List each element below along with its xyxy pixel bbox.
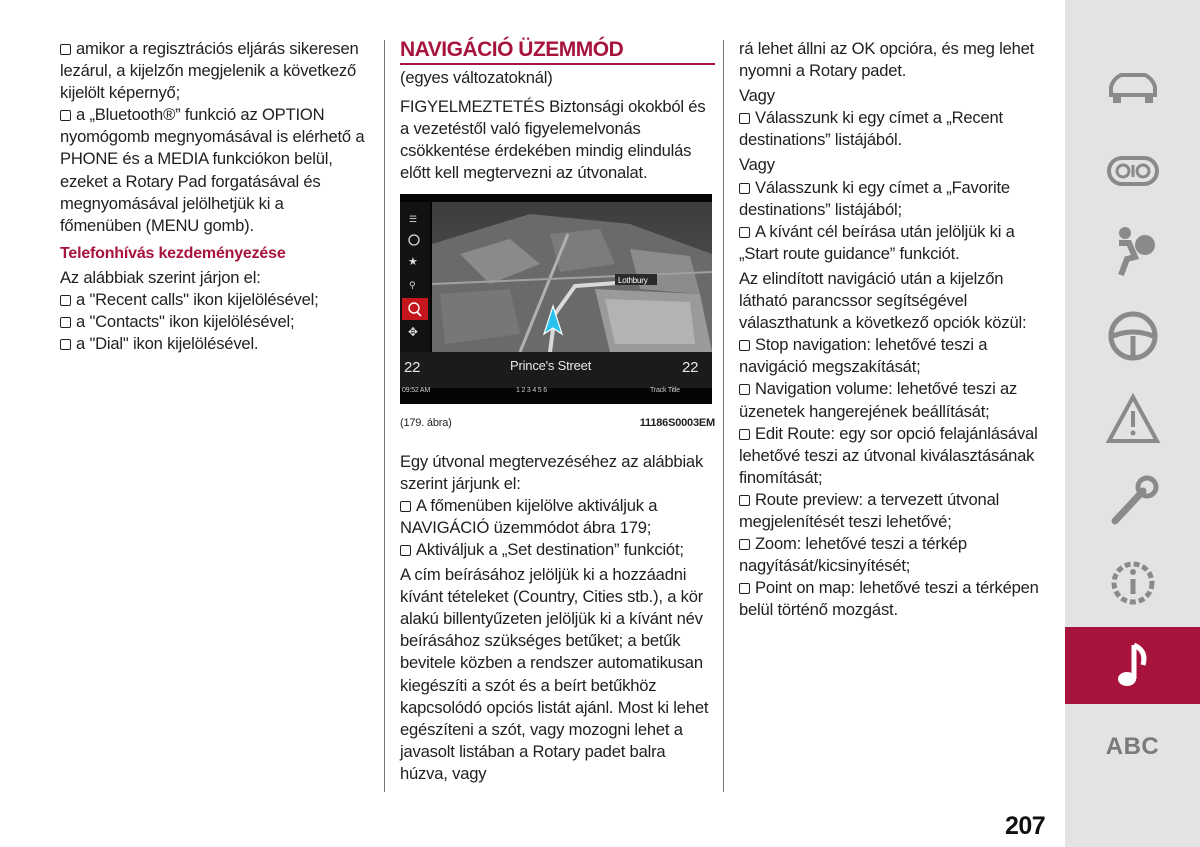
speed-left: 22 xyxy=(404,359,421,377)
or-label: Vagy xyxy=(739,86,775,106)
car-icon[interactable] xyxy=(1065,56,1200,118)
menu-icon: ☰ xyxy=(409,214,417,225)
list-item: A kívánt cél beírása után jelöljük ki a „Start route guidance” funkciót. xyxy=(739,221,1015,263)
intro-text: Az alábbiak szerint járjon el: xyxy=(60,267,261,287)
section-subtitle: (egyes változatoknál) xyxy=(400,68,553,87)
list-item: a "Recent calls" ikon kijelölésével; xyxy=(60,289,365,311)
list-item: a "Dial" ikon kijelölésével. xyxy=(60,333,365,355)
list-item: Navigation volume: lehetővé teszi az üzenetek hangerejének beállítását; xyxy=(739,379,1018,421)
figure-caption-row xyxy=(400,412,715,434)
checkbox-bullet-icon xyxy=(739,539,750,550)
or-label: Vagy xyxy=(739,155,775,175)
speed-right: 22 xyxy=(682,359,699,377)
steering-wheel-icon[interactable] xyxy=(1065,305,1200,367)
figure-code: 11186S0003EM xyxy=(639,417,715,430)
continued-text: rá lehet állni az OK opcióra, és meg lehet nyomni a Rotary padet. xyxy=(739,39,1035,81)
list-item: Zoom: lehetővé teszi a térkép nagyítását/kicsinyítését; xyxy=(739,534,967,576)
star-icon: ★ xyxy=(408,255,418,269)
checkbox-bullet-icon xyxy=(60,110,71,121)
checkbox-bullet-icon xyxy=(400,501,411,512)
chapter-sidebar xyxy=(1065,0,1200,847)
warning-text: FIGYELMEZTETÉS Biztonsági okokból és a vezetéstől való figyelemelvonás csökkentése érdekében mindig elindulás előtt kell megtervezni az útvonalat. xyxy=(400,97,706,183)
list-item: Válasszunk ki egy címet a „Favorite destinations” listájából; xyxy=(739,177,1010,219)
track-numbers: 1 2 3 4 5 6 xyxy=(516,387,547,395)
figure-caption: (179. ábra) xyxy=(400,417,452,430)
warning-triangle-icon[interactable] xyxy=(1065,388,1200,450)
checkbox-bullet-icon xyxy=(60,317,71,328)
checkbox-bullet-icon xyxy=(400,545,411,556)
list-item: Válasszunk ki egy címet a „Recent destinations” listájából. xyxy=(739,108,1003,150)
list-item: amikor a regisztrációs eljárás sikeresen lezárul, a kijelzőn megjelenik a következő kijelölt képernyő; xyxy=(60,39,359,103)
zoom-icon-highlight xyxy=(402,298,428,320)
list-item: Stop navigation: lehetővé teszi a navigáció megszakítását; xyxy=(739,335,988,377)
column-divider xyxy=(723,40,724,792)
checkbox-bullet-icon xyxy=(739,227,750,238)
column-3 xyxy=(739,38,1044,621)
airbag-icon[interactable] xyxy=(1065,220,1200,282)
section-title: NAVIGÁCIÓ ÜZEMMÓD xyxy=(400,38,715,65)
street-name: Prince's Street xyxy=(510,358,592,374)
checkbox-bullet-icon xyxy=(739,384,750,395)
move-icon: ✥ xyxy=(408,325,418,340)
navigation-map-image xyxy=(400,194,712,404)
checkbox-bullet-icon xyxy=(739,495,750,506)
list-item: Route preview: a tervezett útvonal megjelenítését teszi lehetővé; xyxy=(739,489,1000,531)
track-title: Track Title xyxy=(650,387,680,395)
column-2 xyxy=(400,38,715,785)
checkbox-bullet-icon xyxy=(739,429,750,440)
list-item: Aktiváljuk a „Set destination” funkciót; xyxy=(400,539,715,561)
info-gear-icon[interactable] xyxy=(1065,552,1200,614)
list-item: A főmenüben kijelölve aktiváljuk a NAVIGÁCIÓ üzemmódot ábra 179; xyxy=(400,495,658,537)
column-1 xyxy=(60,38,365,355)
body-paragraph: A cím beírásához jelöljük ki a hozzáadni kívánt tételeket (Country, Cities stb.), a kör alakú billentyűzeten jelöljük ki a kívánt név beírásához szükséges betűket; a betűk bevitele közben a rendszer automatikusan kiegészíti a szót és a beírt betűkhöz kapcsolódó opciós listát ajánl. Most ki lehet egészíteni a szót, vagy mozogni lehet a javasolt listában a Rotary padet balra húzva, vagy xyxy=(400,565,709,783)
active-chapter-tab[interactable] xyxy=(1065,627,1200,704)
checkbox-bullet-icon xyxy=(739,340,750,351)
map-place-label: Lothbury xyxy=(618,276,648,286)
steps-intro: Egy útvonal megtervezéséhez az alábbiak szerint járjunk el: xyxy=(400,451,704,493)
checkbox-bullet-icon xyxy=(60,44,71,55)
list-item: a „Bluetooth®” funkció az OPTION nyomógomb megnyomásával is elérhető a PHONE és a MEDIA funkciókon belül, ezeket a Rotary Pad forgatásával és megnyomásával jelölhetjük ki a főmenüben (MENU gomb). xyxy=(60,105,365,235)
navigation-screen-figure xyxy=(400,194,712,404)
dashboard-icon[interactable] xyxy=(1065,141,1200,203)
checkbox-bullet-icon xyxy=(739,183,750,194)
music-note-icon xyxy=(1065,634,1200,696)
checkbox-bullet-icon xyxy=(739,583,750,594)
abc-index-label[interactable]: ABC xyxy=(1105,733,1160,760)
page-number: 207 xyxy=(1005,812,1046,840)
poi-icon: ⚲ xyxy=(409,281,416,292)
list-item: Point on map: lehetővé teszi a térképen belül történő mozgást. xyxy=(739,578,1039,620)
list-item: Edit Route: egy sor opció felajánlásával lehetővé teszi az útvonal kiválasztásának finomítását; xyxy=(739,423,1038,487)
list-item: a "Contacts" ikon kijelölésével; xyxy=(60,311,365,333)
options-intro: Az elindított navigáció után a kijelzőn látható parancssor segítségével választhatunk a következő opciók közül: xyxy=(739,268,1027,333)
checkbox-bullet-icon xyxy=(60,295,71,306)
column-divider xyxy=(384,40,385,792)
subheading: Telefonhívás kezdeményezése xyxy=(60,244,286,262)
wrench-icon[interactable] xyxy=(1065,470,1200,532)
checkbox-bullet-icon xyxy=(60,339,71,350)
clock-time: 09:52 AM xyxy=(402,387,430,395)
checkbox-bullet-icon xyxy=(739,113,750,124)
